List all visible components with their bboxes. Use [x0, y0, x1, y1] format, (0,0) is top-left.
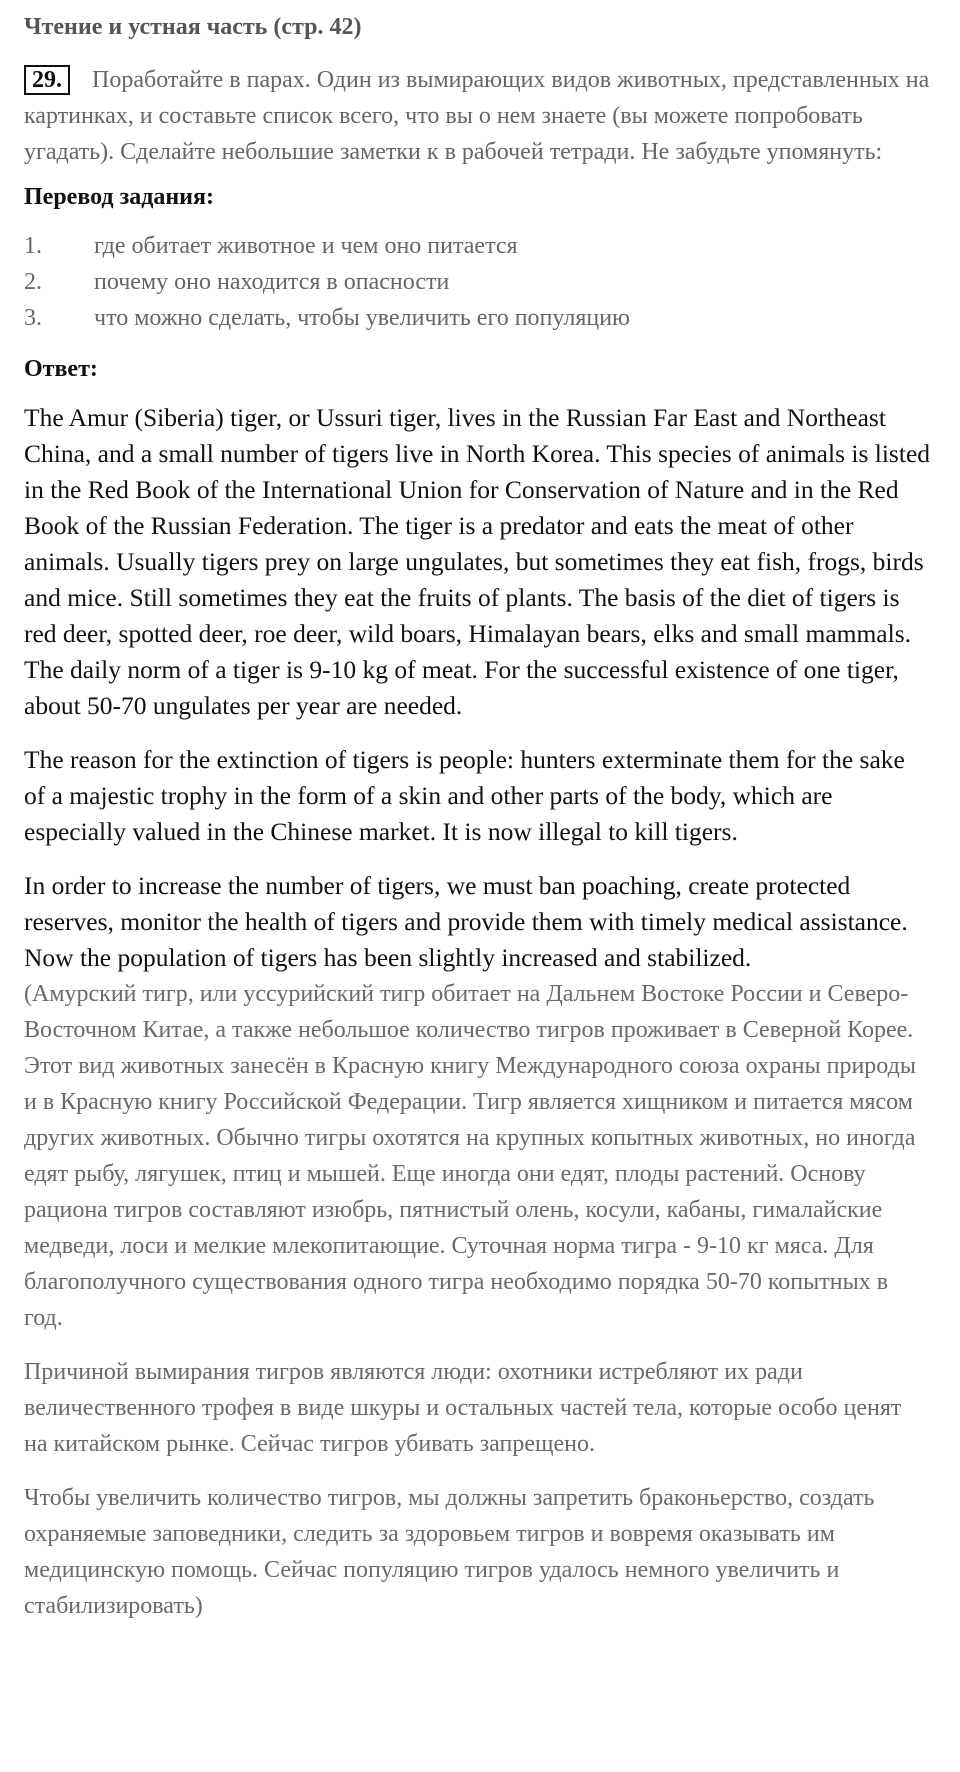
translation-heading: Перевод задания:: [24, 184, 214, 210]
task-block: [24, 62, 930, 170]
list-item-number: 3.: [24, 305, 42, 331]
list-item: [24, 228, 930, 264]
task-points-list: [24, 228, 930, 336]
answer-heading: Ответ:: [24, 356, 98, 382]
list-item-number: 1.: [24, 233, 42, 259]
section-title: Чтение и устная часть (стр. 42): [24, 14, 362, 40]
list-item-number: 2.: [24, 269, 42, 295]
russian-paragraph: Причиной вымирания тигров являются люди: охотники истребляют их ради величественного трофея в виде шкуры и остальных частей тела, которые особо ценят на китайском рынке. Сейчас тигров убивать запрещено.: [24, 1359, 902, 1457]
english-paragraph: The Amur (Siberia) tiger, or Ussuri tiger, lives in the Russian Far East and Northeast China, and a small number of tigers live in North Korea. This species of animals is listed in the Red Book of the International Union for Conservation of Nature and in the Red Book of the Russian Federation. The tiger is a predator and eats the meat of other animals. Usually tigers prey on large ungulates, but sometimes they eat fish, frogs, birds and mice. Still sometimes they eat the fruits of plants. The basis of the diet of tigers is red deer, spotted deer, roe deer, wild boars, Himalayan bears, elks and small mammals. The daily norm of a tiger is 9-10 kg of meat. For the successful existence of one tiger, about 50-70 ungulates per year are needed.: [24, 403, 931, 720]
list-item-text: почему оно находится в опасности: [94, 269, 450, 295]
english-paragraph: In order to increase the number of tigers, we must ban poaching, create protected reserves, monitor the health of tigers and provide them with timely medical assistance. Now the population of tigers has been slightly increased and stabilized.: [24, 871, 908, 972]
russian-paragraph: (Амурский тигр, или уссурийский тигр обитает на Дальнем Востоке России и Северо-Восточном Китае, а также небольшое количество тигров проживает в Северной Корее. Этот вид животных занесён в Красную книгу Международного союза охраны природы и в Красную книгу Российской Федерации. Тигр является хищником и питается мясом других животных. Обычно тигры охотятся на крупных копытных животных, но иногда едят рыбу, лягушек, птиц и мышей. Еще иногда они едят, плоды растений. Основу рациона тигров составляют изюбрь, пятнистый олень, косули, кабаны, гималайские медведи, лоси и мелкие млекопитающие. Суточная норма тигра - 9-10 кг мяса. Для благополучного существования одного тигра необходимо порядка 50-70 копытных в год.: [24, 981, 916, 1331]
english-paragraph: The reason for the extinction of tigers is people: hunters exterminate them for the sake of a majestic trophy in the form of a skin and other parts of the body, which are especially valued in the Chinese market. It is now illegal to kill tigers.: [24, 745, 905, 846]
list-item-text: что можно сделать, чтобы увеличить его популяцию: [94, 305, 630, 331]
russian-paragraph: Чтобы увеличить количество тигров, мы должны запретить браконьерство, создать охраняемые заповедники, следить за здоровьем тигров и вовремя оказывать им медицинскую помощь. Сейчас популяцию тигров удалось немного увеличить и стабилизировать): [24, 1485, 875, 1619]
list-item: [24, 300, 930, 336]
list-item-text: где обитает животное и чем оно питается: [94, 233, 518, 259]
list-item: [24, 264, 930, 300]
task-text: Поработайте в парах. Один из вымирающих видов животных, представленных на картинках, и составьте список всего, что вы о нем знаете (вы можете попробовать угадать). Сделайте небольшие заметки к в рабочей тетради. Не забудьте упомянуть:: [24, 67, 930, 165]
task-number: 29.: [24, 65, 70, 95]
